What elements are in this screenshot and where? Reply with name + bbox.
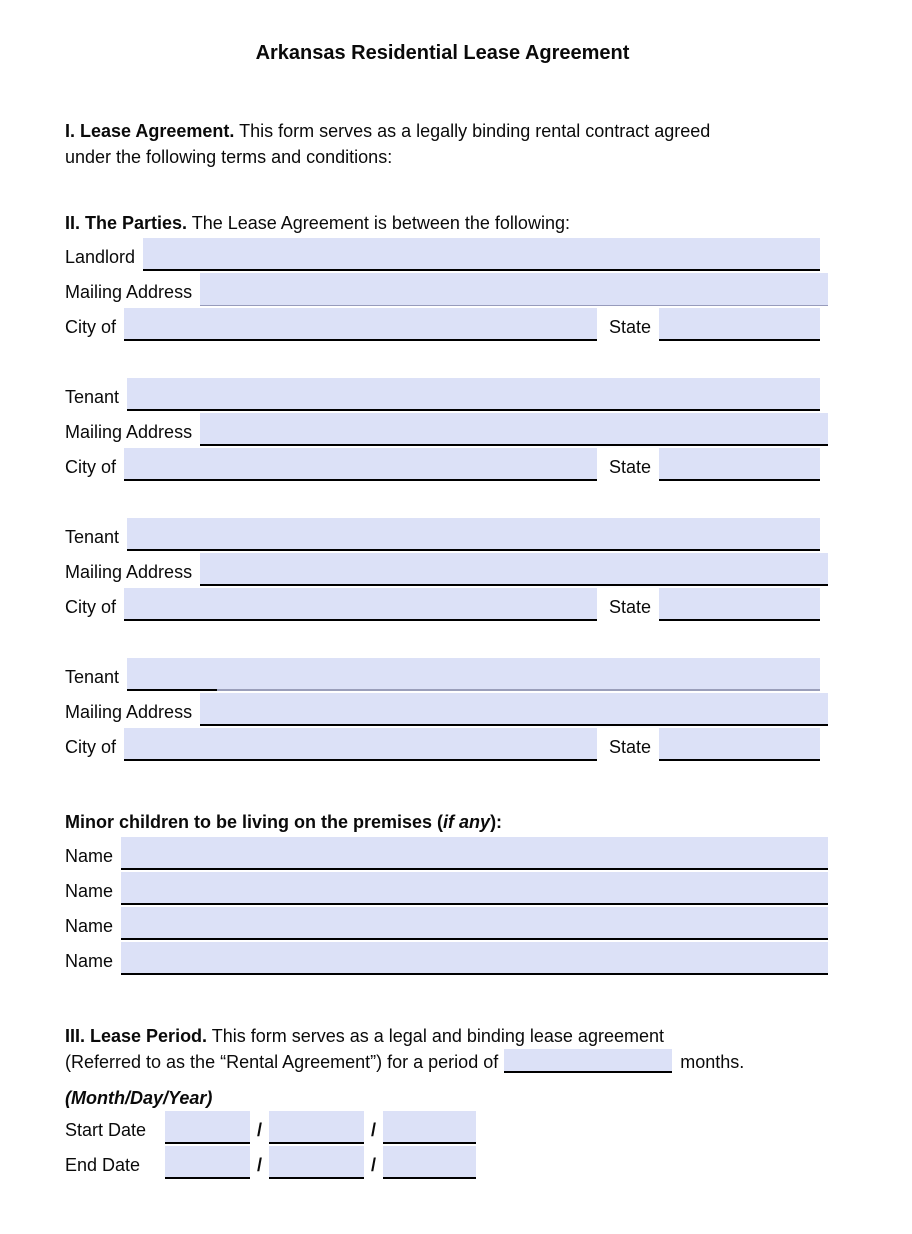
section-3-text-line1: This form serves as a legal and binding lease agreement [207, 1026, 664, 1046]
tenant-2-city-field[interactable] [124, 588, 597, 621]
tenant-3-mailing-row [65, 691, 820, 726]
end-date-label: End Date [65, 1155, 141, 1175]
date-separator: / [257, 1120, 263, 1140]
mailing-address-label: Mailing Address [65, 562, 193, 582]
minor-child-row-3 [65, 905, 820, 940]
tenant-2-name-field[interactable] [127, 518, 820, 551]
tenant-block-3 [65, 656, 820, 761]
minor-child-name-field-3[interactable] [121, 907, 828, 940]
state-label: State [609, 317, 652, 337]
minor-child-row-2 [65, 870, 820, 905]
mailing-address-label: Mailing Address [65, 282, 193, 302]
date-separator: / [257, 1155, 263, 1175]
tenant-label: Tenant [65, 387, 120, 407]
tenant-label: Tenant [65, 527, 120, 547]
start-date-year-field[interactable] [383, 1111, 476, 1144]
minor-child-name-field-2[interactable] [121, 872, 828, 905]
start-date-row [65, 1109, 820, 1144]
tenant-1-name-field[interactable] [127, 378, 820, 411]
lease-months-field[interactable] [504, 1049, 672, 1073]
tenant-3-name-row [65, 656, 820, 691]
tenant-block-1 [65, 376, 820, 481]
landlord-mailing-row [65, 271, 820, 306]
section-2-heading-line [65, 210, 820, 236]
minor-child-row-1 [65, 835, 820, 870]
section-3-text-line2-suffix: months. [680, 1052, 745, 1072]
mailing-address-label: Mailing Address [65, 702, 193, 722]
city-of-label: City of [65, 737, 117, 757]
end-date-year-field[interactable] [383, 1146, 476, 1179]
city-of-label: City of [65, 597, 117, 617]
document-title: Arkansas Residential Lease Agreement [255, 42, 630, 64]
tenant-2-city-state-row [65, 586, 820, 621]
tenant-2-mailing-row [65, 551, 820, 586]
tenant-3-name-field[interactable] [127, 658, 820, 691]
minor-children-section [65, 809, 820, 975]
tenant-2-name-row [65, 516, 820, 551]
tenant-3-city-field[interactable] [124, 728, 597, 761]
state-label: State [609, 597, 652, 617]
section-1-text-line1: This form serves as a legally binding rental contract agreed [234, 121, 711, 141]
landlord-name-field[interactable] [143, 238, 820, 271]
minor-children-heading-suffix: ): [490, 812, 503, 832]
section-3-paragraph [65, 1023, 820, 1075]
tenant-label: Tenant [65, 667, 120, 687]
section-1-paragraph [65, 118, 820, 170]
name-label: Name [65, 846, 114, 866]
city-of-label: City of [65, 457, 117, 477]
start-date-label: Start Date [65, 1120, 147, 1140]
date-separator: / [371, 1120, 377, 1140]
name-label: Name [65, 951, 114, 971]
minor-child-name-field-4[interactable] [121, 942, 828, 975]
date-separator: / [371, 1155, 377, 1175]
landlord-mailing-address-field[interactable] [200, 273, 828, 306]
name-label: Name [65, 916, 114, 936]
landlord-state-field[interactable] [659, 308, 820, 341]
name-label: Name [65, 881, 114, 901]
tenant-3-mailing-address-field[interactable] [200, 693, 828, 726]
minor-children-heading-italic: if any [443, 812, 491, 832]
tenant-1-state-field[interactable] [659, 448, 820, 481]
end-date-row [65, 1144, 820, 1179]
end-date-day-field[interactable] [269, 1146, 364, 1179]
tenant-2-mailing-address-field[interactable] [200, 553, 828, 586]
section-3-text-line2-prefix: (Referred to as the “Rental Agreement”) for a period of [65, 1052, 499, 1072]
section-3-heading: III. Lease Period. [65, 1026, 208, 1046]
state-label: State [609, 457, 652, 477]
tenant-3-state-field[interactable] [659, 728, 820, 761]
start-date-month-field[interactable] [165, 1111, 250, 1144]
minor-child-name-field-1[interactable] [121, 837, 828, 870]
landlord-city-field[interactable] [124, 308, 597, 341]
section-2-heading-rest: The Lease Agreement is between the following: [187, 213, 570, 233]
landlord-block [65, 236, 820, 341]
date-format-note: (Month/Day/Year) [65, 1088, 213, 1108]
tenant-2-state-field[interactable] [659, 588, 820, 621]
minor-children-heading-prefix: Minor children to be living on the premises ( [65, 812, 444, 832]
city-of-label: City of [65, 317, 117, 337]
landlord-city-state-row [65, 306, 820, 341]
tenant-1-city-field[interactable] [124, 448, 597, 481]
section-1-text-line2: under the following terms and conditions: [65, 147, 393, 167]
state-label: State [609, 737, 652, 757]
lease-period-section [65, 1023, 820, 1179]
tenant-3-city-state-row [65, 726, 820, 761]
start-date-day-field[interactable] [269, 1111, 364, 1144]
mailing-address-label: Mailing Address [65, 422, 193, 442]
tenant-1-mailing-address-field[interactable] [200, 413, 828, 446]
tenant-1-name-row [65, 376, 820, 411]
section-1-heading: I. Lease Agreement. [65, 121, 235, 141]
end-date-month-field[interactable] [165, 1146, 250, 1179]
minor-child-row-4 [65, 940, 820, 975]
minor-children-heading [65, 809, 820, 835]
section-2-heading: II. The Parties. [65, 213, 188, 233]
landlord-name-row [65, 236, 820, 271]
tenant-1-mailing-row [65, 411, 820, 446]
tenant-1-city-state-row [65, 446, 820, 481]
landlord-label: Landlord [65, 247, 136, 267]
tenant-block-2 [65, 516, 820, 621]
